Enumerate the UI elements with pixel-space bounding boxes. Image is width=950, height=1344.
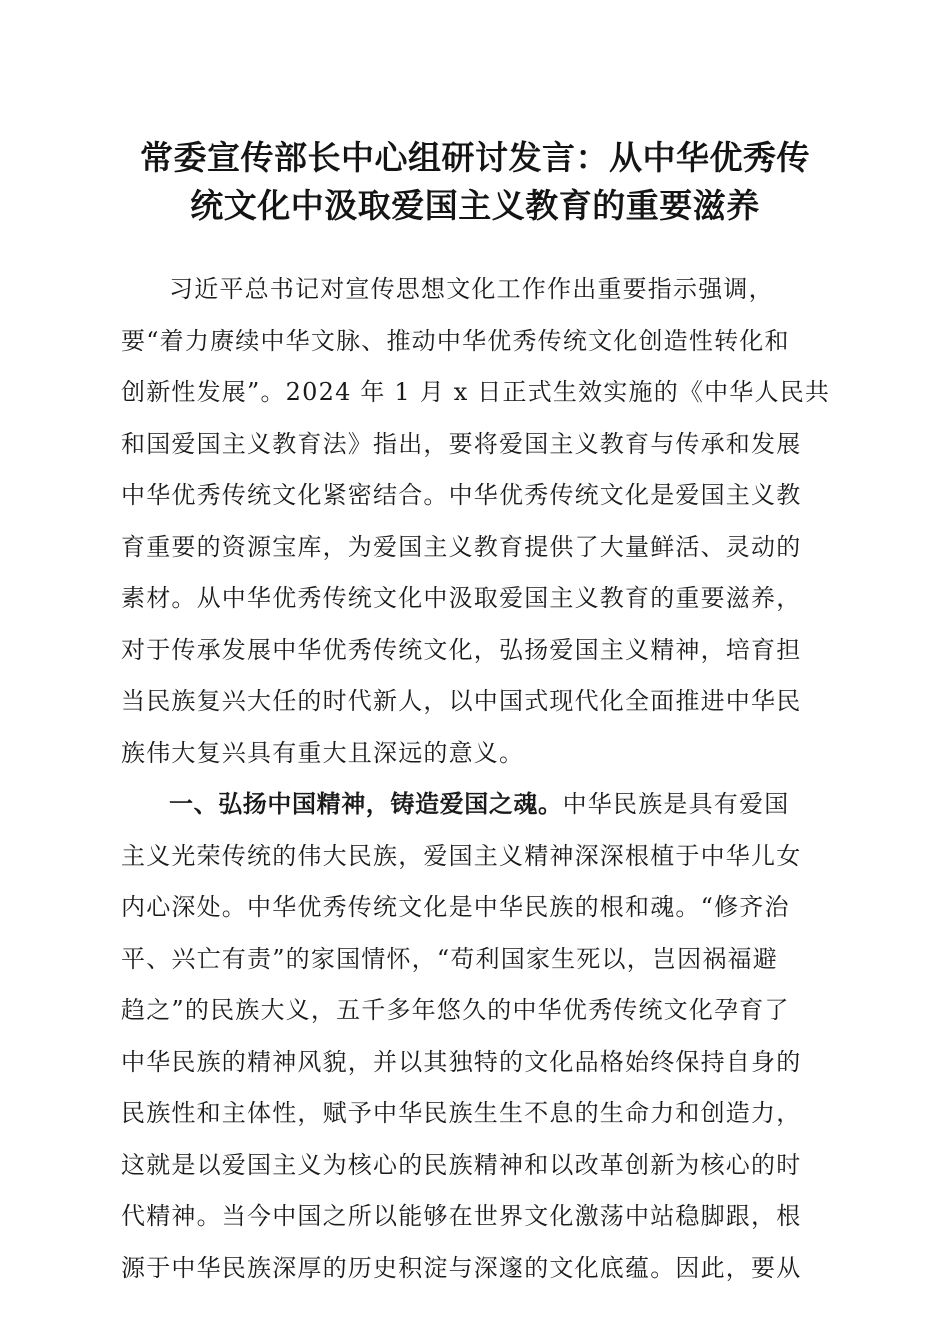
paragraph-line: 平、兴亡有责”的家国情怀，“苟利国家生死以，岂因祸福避 bbox=[121, 944, 778, 973]
paragraph-line: 趋之”的民族大义，五千多年悠久的中华优秀传统文化孕育了 bbox=[121, 996, 790, 1024]
paragraph-line: 民族性和主体性，赋予中华民族生生不息的生命力和创造力， bbox=[121, 1099, 802, 1127]
paragraph-line: 源于中华民族深厚的历史积淀与深邃的文化底蕴。因此，要从 bbox=[121, 1253, 802, 1282]
paragraph-line bbox=[121, 779, 831, 831]
paragraph-line: 素材。从中华优秀传统文化中汲取爱国主义教育的重要滋养， bbox=[121, 584, 802, 612]
paragraph-line: 要“着力赓续中华文脉、推动中华优秀传统文化创造性转化和 bbox=[121, 326, 790, 355]
paragraph-line: 当民族复兴大任的时代新人，以中国式现代化全面推进中华民 bbox=[121, 687, 802, 715]
paragraph-line: 中华民族的精神风貌，并以其独特的文化品格始终保持自身的 bbox=[121, 1047, 802, 1076]
paragraph-line: 中华优秀传统文化紧密结合。中华优秀传统文化是爱国主义教 bbox=[121, 481, 802, 509]
paragraph-line: 这就是以爱国主义为核心的民族精神和以改革创新为核心的时 bbox=[121, 1150, 802, 1179]
paragraph-line: 代精神。当今中国之所以能够在世界文化激荡中站稳脚跟，根 bbox=[121, 1202, 802, 1230]
paragraph-line: 内心深处。中华优秀传统文化是中华民族的根和魂。“修齐治 bbox=[121, 893, 790, 921]
paragraph-line: 族伟大复兴具有重大且深远的意义。 bbox=[121, 738, 525, 767]
document-body bbox=[121, 264, 831, 1294]
intro-paragraph bbox=[121, 264, 831, 779]
section-heading: 一、弘扬中国精神，铸造爱国之魂。 bbox=[169, 790, 563, 818]
title-line: 统文化中汲取爱国主义教育的重要滋养 bbox=[190, 186, 760, 225]
paragraph-line: 对于传承发展中华优秀传统文化，弘扬爱国主义精神，培育担 bbox=[121, 635, 802, 664]
paragraph-line: 习近平总书记对宣传思想文化工作作出重要指示强调， bbox=[169, 275, 774, 303]
title-line: 常委宣传部长中心组研讨发言：从中华优秀传 bbox=[140, 138, 810, 177]
paragraph-line: 主义光荣传统的伟大民族，爱国主义精神深深根植于中华儿女 bbox=[121, 841, 802, 870]
document-title bbox=[100, 134, 850, 230]
paragraph-line: 和国爱国主义教育法》指出，要将爱国主义教育与传承和发展 bbox=[121, 429, 802, 458]
section-1-paragraph bbox=[121, 779, 831, 1294]
section-heading-continuation: 中华民族是具有爱国 bbox=[562, 790, 790, 818]
paragraph-line: 育重要的资源宝库，为爱国主义教育提供了大量鲜活、灵动的 bbox=[121, 532, 802, 561]
paragraph-line: 创新性发展”。2024 年 1 月 x 日正式生效实施的《中华人民共 bbox=[121, 378, 831, 406]
